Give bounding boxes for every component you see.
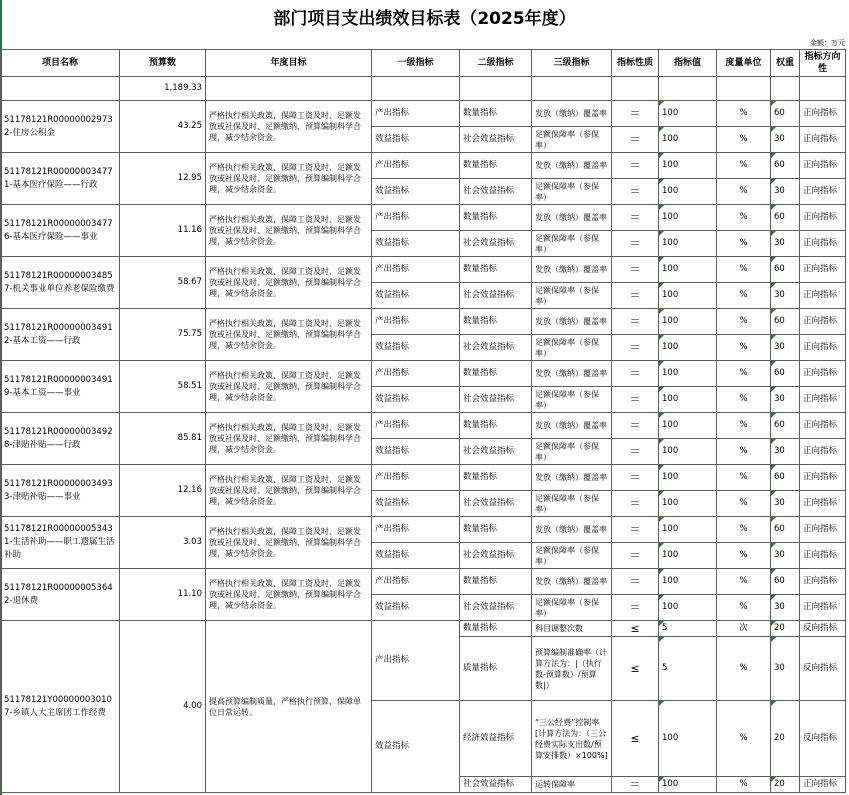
- measure-cell[interactable]: %: [717, 413, 771, 439]
- col-header-goal[interactable]: 年度目标: [206, 50, 372, 77]
- nature-cell[interactable]: ＝: [612, 569, 659, 595]
- level2-cell[interactable]: 数量指标: [460, 465, 532, 491]
- table-row: [1, 569, 846, 595]
- weight-cell[interactable]: 30: [771, 231, 800, 257]
- direction-cell[interactable]: 反向指标: [800, 621, 846, 637]
- level2-cell[interactable]: 数量指标: [460, 153, 532, 179]
- table-row: [1, 361, 846, 387]
- value-cell[interactable]: 100: [659, 569, 717, 595]
- weight-cell[interactable]: 30: [771, 595, 800, 621]
- total-empty-cell[interactable]: [612, 77, 659, 101]
- measure-cell[interactable]: %: [717, 569, 771, 595]
- total-budget-cell[interactable]: 1,189.33: [120, 77, 206, 101]
- measure-cell[interactable]: %: [717, 257, 771, 283]
- level2-cell[interactable]: 社会效益指标: [460, 595, 532, 621]
- value-cell[interactable]: 100: [659, 777, 717, 793]
- direction-cell[interactable]: 正向指标: [800, 101, 846, 127]
- level3-cell[interactable]: “三公经费”控制率[计算方法为：（三公经费实际支出数/预算安排数）×100%]: [532, 701, 612, 777]
- table-row: [1, 309, 846, 335]
- direction-cell[interactable]: 正向指标: [800, 361, 846, 387]
- level3-cell[interactable]: 发放（缴纳）覆盖率: [532, 257, 612, 283]
- project-goal-cell[interactable]: 提高预算编制质量，严格执行预算，保障单位日常运转。: [206, 621, 372, 793]
- value-cell[interactable]: 100: [659, 127, 717, 153]
- col-header-name[interactable]: 项目名称: [1, 50, 120, 77]
- project-name-cell[interactable]: 51178121R000000053642-退休费: [1, 569, 120, 621]
- project-name-cell[interactable]: 51178121R000000034933-津贴补贴——事业: [1, 465, 120, 517]
- direction-cell[interactable]: 正向指标: [800, 413, 846, 439]
- level2-cell[interactable]: 社会效益指标: [460, 127, 532, 153]
- direction-cell[interactable]: 反向指标: [800, 637, 846, 701]
- direction-cell[interactable]: 正向指标: [800, 309, 846, 335]
- project-name-cell[interactable]: 51178121R000000029732-住房公积金: [1, 101, 120, 153]
- level3-cell[interactable]: 预算编制准确率（计算方法为：|（执行数-预算数）/预算数|）: [532, 637, 612, 701]
- level1-cell[interactable]: 效益指标: [372, 491, 460, 517]
- total-empty-cell[interactable]: [800, 77, 846, 101]
- level3-cell[interactable]: 足额保障率（参保率）: [532, 543, 612, 569]
- total-empty-cell[interactable]: [659, 77, 717, 101]
- weight-cell[interactable]: 60: [771, 517, 800, 543]
- project-goal-cell[interactable]: 严格执行相关政策，保障工资及时、足额发放或社保及时、足额缴纳，预算编制科学合理，减少结余资金。: [206, 413, 372, 465]
- table-row: [1, 257, 846, 283]
- measure-cell[interactable]: %: [717, 387, 771, 413]
- total-empty-cell[interactable]: [460, 77, 532, 101]
- value-cell[interactable]: 100: [659, 361, 717, 387]
- measure-cell[interactable]: %: [717, 101, 771, 127]
- col-header-l1[interactable]: 一级指标: [372, 50, 460, 77]
- level1-cell[interactable]: 效益指标: [372, 127, 460, 153]
- measure-cell[interactable]: %: [717, 283, 771, 309]
- nature-cell[interactable]: ≤: [612, 621, 659, 637]
- project-name-cell[interactable]: 51178121R000000034919-基本工资——事业: [1, 361, 120, 413]
- level1-cell[interactable]: 效益指标: [372, 283, 460, 309]
- project-goal-cell[interactable]: 严格执行相关政策，保障工资及时、足额发放或社保及时、足额缴纳，预算编制科学合理，减少结余资金。: [206, 153, 372, 205]
- level3-cell[interactable]: 发放（缴纳）覆盖率: [532, 413, 612, 439]
- level2-cell[interactable]: 社会效益指标: [460, 543, 532, 569]
- level1-cell[interactable]: 效益指标: [372, 701, 460, 793]
- weight-cell[interactable]: 60: [771, 205, 800, 231]
- project-goal-cell[interactable]: 严格执行相关政策，保障工资及时、足额发放或社保及时、足额缴纳，预算编制科学合理，减少结余资金。: [206, 361, 372, 413]
- direction-cell[interactable]: 正向指标: [800, 257, 846, 283]
- direction-cell[interactable]: 正向指标: [800, 205, 846, 231]
- level3-cell[interactable]: 发放（缴纳）覆盖率: [532, 517, 612, 543]
- value-cell[interactable]: 100: [659, 701, 717, 777]
- weight-cell[interactable]: 30: [771, 283, 800, 309]
- col-header-budget[interactable]: 预算数: [120, 50, 206, 77]
- nature-cell[interactable]: ＝: [612, 491, 659, 517]
- col-header-direction[interactable]: 指标方向性: [800, 50, 846, 77]
- nature-cell[interactable]: ＝: [612, 361, 659, 387]
- header-row: [1, 50, 846, 77]
- level2-cell[interactable]: 经济效益指标: [460, 701, 532, 777]
- weight-cell[interactable]: 20: [771, 621, 800, 637]
- unit-label: 金额：万元: [810, 39, 845, 47]
- nature-cell[interactable]: ＝: [612, 465, 659, 491]
- project-goal-cell[interactable]: 严格执行相关政策，保障工资及时、足额发放或社保及时、足额缴纳，预算编制科学合理，减少结余资金。: [206, 101, 372, 153]
- project-budget-cell[interactable]: 11.10: [120, 569, 206, 621]
- project-name-cell[interactable]: 51178121R000000034928-津贴补贴——行政: [1, 413, 120, 465]
- level1-cell[interactable]: 效益指标: [372, 595, 460, 621]
- weight-cell[interactable]: 30: [771, 439, 800, 465]
- direction-cell[interactable]: 正向指标: [800, 465, 846, 491]
- level1-cell[interactable]: 产出指标: [372, 101, 460, 127]
- table-row: [1, 101, 846, 127]
- measure-cell[interactable]: %: [717, 231, 771, 257]
- value-cell[interactable]: 100: [659, 543, 717, 569]
- nature-cell[interactable]: ＝: [612, 517, 659, 543]
- table-row: [1, 205, 846, 231]
- project-name-cell[interactable]: 51178121Y000000030107-乡镇人大主席团工作经费: [1, 621, 120, 793]
- measure-cell[interactable]: %: [717, 543, 771, 569]
- measure-cell[interactable]: %: [717, 335, 771, 361]
- value-cell[interactable]: 100: [659, 335, 717, 361]
- weight-cell[interactable]: 30: [771, 335, 800, 361]
- level1-cell[interactable]: 效益指标: [372, 335, 460, 361]
- direction-cell[interactable]: 正向指标: [800, 439, 846, 465]
- direction-cell[interactable]: 反向指标: [800, 701, 846, 777]
- level2-cell[interactable]: 数量指标: [460, 309, 532, 335]
- total-empty-cell[interactable]: [771, 77, 800, 101]
- level3-cell[interactable]: 发放（缴纳）覆盖率: [532, 101, 612, 127]
- measure-cell[interactable]: %: [717, 777, 771, 793]
- level2-cell[interactable]: 社会效益指标: [460, 387, 532, 413]
- value-cell[interactable]: 100: [659, 517, 717, 543]
- direction-cell[interactable]: 正向指标: [800, 517, 846, 543]
- weight-cell[interactable]: 60: [771, 101, 800, 127]
- level1-cell[interactable]: 效益指标: [372, 439, 460, 465]
- value-cell[interactable]: 100: [659, 465, 717, 491]
- direction-cell[interactable]: 正向指标: [800, 153, 846, 179]
- project-name-cell[interactable]: 51178121R000000034771-基本医疗保险——行政: [1, 153, 120, 205]
- col-header-value[interactable]: 指标值: [659, 50, 717, 77]
- nature-cell[interactable]: ＝: [612, 153, 659, 179]
- level1-cell[interactable]: 产出指标: [372, 465, 460, 491]
- measure-cell[interactable]: %: [717, 179, 771, 205]
- nature-cell[interactable]: ＝: [612, 413, 659, 439]
- level1-cell[interactable]: 效益指标: [372, 387, 460, 413]
- total-empty-cell[interactable]: [372, 77, 460, 101]
- project-budget-cell[interactable]: 85.81: [120, 413, 206, 465]
- weight-cell[interactable]: 60: [771, 257, 800, 283]
- project-name-cell[interactable]: 51178121R000000034912-基本工资——行政: [1, 309, 120, 361]
- nature-cell[interactable]: ＝: [612, 101, 659, 127]
- value-cell[interactable]: 100: [659, 413, 717, 439]
- level3-cell[interactable]: 运转保障率: [532, 777, 612, 793]
- level3-cell[interactable]: 发放（缴纳）覆盖率: [532, 153, 612, 179]
- level1-cell[interactable]: 效益指标: [372, 231, 460, 257]
- page-title: 部门项目支出绩效目标表（2025年度）: [273, 9, 576, 29]
- weight-cell[interactable]: 30: [771, 491, 800, 517]
- level3-cell[interactable]: 发放（缴纳）覆盖率: [532, 361, 612, 387]
- project-budget-cell[interactable]: 75.75: [120, 309, 206, 361]
- level3-cell[interactable]: 足额保障率（参保率）: [532, 491, 612, 517]
- level2-cell[interactable]: 社会效益指标: [460, 491, 532, 517]
- total-row: [1, 77, 846, 101]
- value-cell[interactable]: 100: [659, 491, 717, 517]
- measure-cell[interactable]: %: [717, 465, 771, 491]
- level2-cell[interactable]: 质量指标: [460, 637, 532, 701]
- level3-cell[interactable]: 足额保障率（参保率）: [532, 231, 612, 257]
- level2-cell[interactable]: 数量指标: [460, 361, 532, 387]
- project-budget-cell[interactable]: 12.95: [120, 153, 206, 205]
- weight-cell[interactable]: 30: [771, 387, 800, 413]
- direction-cell[interactable]: 正向指标: [800, 569, 846, 595]
- direction-cell[interactable]: 正向指标: [800, 543, 846, 569]
- level3-cell[interactable]: 发放（缴纳）覆盖率: [532, 205, 612, 231]
- project-budget-cell[interactable]: 4.00: [120, 621, 206, 793]
- level3-cell[interactable]: 足额保障率（参保率）: [532, 127, 612, 153]
- weight-cell[interactable]: 60: [771, 361, 800, 387]
- level3-cell[interactable]: 发放（缴纳）覆盖率: [532, 569, 612, 595]
- project-name-cell[interactable]: 51178121R000000034776-基本医疗保险——事业: [1, 205, 120, 257]
- direction-cell[interactable]: 正向指标: [800, 491, 846, 517]
- nature-cell[interactable]: ＝: [612, 543, 659, 569]
- total-name-cell[interactable]: [1, 77, 120, 101]
- direction-cell[interactable]: 正向指标: [800, 335, 846, 361]
- table-row: [1, 517, 846, 543]
- level2-cell[interactable]: 数量指标: [460, 257, 532, 283]
- col-header-l3[interactable]: 三级指标: [532, 50, 612, 77]
- value-cell[interactable]: 100: [659, 257, 717, 283]
- measure-cell[interactable]: 次: [717, 621, 771, 637]
- direction-cell[interactable]: 正向指标: [800, 179, 846, 205]
- total-empty-cell[interactable]: [717, 77, 771, 101]
- measure-cell[interactable]: %: [717, 309, 771, 335]
- level1-cell[interactable]: 产出指标: [372, 413, 460, 439]
- level3-cell[interactable]: 科目调整次数: [532, 621, 612, 637]
- value-cell[interactable]: 100: [659, 387, 717, 413]
- level2-cell[interactable]: 社会效益指标: [460, 179, 532, 205]
- level1-cell[interactable]: 产出指标: [372, 257, 460, 283]
- measure-cell[interactable]: %: [717, 637, 771, 701]
- nature-cell[interactable]: ＝: [612, 257, 659, 283]
- measure-cell[interactable]: %: [717, 595, 771, 621]
- level3-cell[interactable]: 足额保障率（参保率）: [532, 179, 612, 205]
- project-name-cell[interactable]: 51178121R000000034857-机关事业单位养老保险缴费: [1, 257, 120, 309]
- project-budget-cell[interactable]: 11.16: [120, 205, 206, 257]
- level2-cell[interactable]: 数量指标: [460, 101, 532, 127]
- project-goal-cell[interactable]: 严格执行相关政策，保障工资及时、足额发放或社保及时、足额缴纳，预算编制科学合理，减少结余资金。: [206, 309, 372, 361]
- project-budget-cell[interactable]: 58.67: [120, 257, 206, 309]
- nature-cell[interactable]: ＝: [612, 283, 659, 309]
- weight-cell[interactable]: 60: [771, 309, 800, 335]
- value-cell[interactable]: 5: [659, 621, 717, 637]
- project-goal-cell[interactable]: 严格执行相关政策，保障工资及时、足额发放或社保及时、足额缴纳，预算编制科学合理，减少结余资金。: [206, 517, 372, 569]
- level2-cell[interactable]: 数量指标: [460, 517, 532, 543]
- measure-cell[interactable]: %: [717, 205, 771, 231]
- project-goal-cell[interactable]: 严格执行相关政策，保障工资及时、足额发放或社保及时、足额缴纳，预算编制科学合理，减少结余资金。: [206, 465, 372, 517]
- nature-cell[interactable]: ≤: [612, 637, 659, 701]
- level2-cell[interactable]: 社会效益指标: [460, 777, 532, 793]
- table-row: [1, 465, 846, 491]
- direction-cell[interactable]: 正向指标: [800, 127, 846, 153]
- nature-cell[interactable]: ＝: [612, 595, 659, 621]
- measure-cell[interactable]: %: [717, 701, 771, 777]
- value-cell[interactable]: 100: [659, 153, 717, 179]
- measure-cell[interactable]: %: [717, 517, 771, 543]
- weight-cell[interactable]: 20: [771, 777, 800, 793]
- total-empty-cell[interactable]: [206, 77, 372, 101]
- measure-cell[interactable]: %: [717, 439, 771, 465]
- weight-cell[interactable]: 60: [771, 413, 800, 439]
- level1-cell[interactable]: 产出指标: [372, 153, 460, 179]
- nature-cell[interactable]: ＝: [612, 127, 659, 153]
- weight-cell[interactable]: 60: [771, 465, 800, 491]
- level3-cell[interactable]: 发放（缴纳）覆盖率: [532, 309, 612, 335]
- performance-table: [0, 49, 846, 793]
- level2-cell[interactable]: 数量指标: [460, 621, 532, 637]
- nature-cell[interactable]: ＝: [612, 231, 659, 257]
- project-name-cell[interactable]: 51178121R000000053431-生活补助——职工遗属生活补助: [1, 517, 120, 569]
- level3-cell[interactable]: 发放（缴纳）覆盖率: [532, 465, 612, 491]
- col-header-measure[interactable]: 度量单位: [717, 50, 771, 77]
- nature-cell[interactable]: ＝: [612, 439, 659, 465]
- project-goal-cell[interactable]: 严格执行相关政策，保障工资及时、足额发放或社保及时、足额缴纳，预算编制科学合理，减少结余资金。: [206, 257, 372, 309]
- measure-cell[interactable]: %: [717, 361, 771, 387]
- level2-cell[interactable]: 社会效益指标: [460, 335, 532, 361]
- value-cell[interactable]: 100: [659, 101, 717, 127]
- level1-cell[interactable]: 产出指标: [372, 205, 460, 231]
- value-cell[interactable]: 100: [659, 595, 717, 621]
- weight-cell[interactable]: 30: [771, 637, 800, 701]
- level2-cell[interactable]: 社会效益指标: [460, 439, 532, 465]
- weight-cell[interactable]: 20: [771, 701, 800, 777]
- measure-cell[interactable]: %: [717, 491, 771, 517]
- level2-cell[interactable]: 数量指标: [460, 569, 532, 595]
- direction-cell[interactable]: 正向指标: [800, 777, 846, 793]
- project-budget-cell[interactable]: 43.25: [120, 101, 206, 153]
- project-goal-cell[interactable]: 严格执行相关政策，保障工资及时、足额发放或社保及时、足额缴纳，预算编制科学合理，减少结余资金。: [206, 205, 372, 257]
- level2-cell[interactable]: 数量指标: [460, 205, 532, 231]
- measure-cell[interactable]: %: [717, 153, 771, 179]
- project-budget-cell[interactable]: 12.16: [120, 465, 206, 517]
- nature-cell[interactable]: ＝: [612, 179, 659, 205]
- level2-cell[interactable]: 数量指标: [460, 413, 532, 439]
- total-empty-cell[interactable]: [532, 77, 612, 101]
- level3-cell[interactable]: 足额保障率（参保率）: [532, 387, 612, 413]
- value-cell[interactable]: 100: [659, 179, 717, 205]
- direction-cell[interactable]: 正向指标: [800, 595, 846, 621]
- value-cell[interactable]: 5: [659, 637, 717, 701]
- weight-cell[interactable]: 30: [771, 543, 800, 569]
- level3-cell[interactable]: 足额保障率（参保率）: [532, 595, 612, 621]
- level1-cell[interactable]: 产出指标: [372, 621, 460, 701]
- nature-cell[interactable]: ≤: [612, 701, 659, 777]
- nature-cell[interactable]: ＝: [612, 777, 659, 793]
- project-goal-cell[interactable]: 严格执行相关政策，保障工资及时、足额发放或社保及时、足额缴纳，预算编制科学合理，减少结余资金。: [206, 569, 372, 621]
- direction-cell[interactable]: 正向指标: [800, 231, 846, 257]
- table-row: [1, 153, 846, 179]
- value-cell[interactable]: 100: [659, 231, 717, 257]
- project-budget-cell[interactable]: 58.51: [120, 361, 206, 413]
- level2-cell[interactable]: 社会效益指标: [460, 231, 532, 257]
- nature-cell[interactable]: ＝: [612, 205, 659, 231]
- table-row: [1, 413, 846, 439]
- value-cell[interactable]: 100: [659, 283, 717, 309]
- weight-cell[interactable]: 30: [771, 127, 800, 153]
- nature-cell[interactable]: ＝: [612, 335, 659, 361]
- level3-cell[interactable]: 足额保障率（参保率）: [532, 283, 612, 309]
- nature-cell[interactable]: ＝: [612, 309, 659, 335]
- weight-cell[interactable]: 60: [771, 153, 800, 179]
- direction-cell[interactable]: 正向指标: [800, 387, 846, 413]
- project-budget-cell[interactable]: 3.03: [120, 517, 206, 569]
- level1-cell[interactable]: 产出指标: [372, 361, 460, 387]
- weight-cell[interactable]: 30: [771, 179, 800, 205]
- level3-cell[interactable]: 足额保障率（参保率）: [532, 335, 612, 361]
- col-header-weight[interactable]: 权重: [771, 50, 800, 77]
- level1-cell[interactable]: 效益指标: [372, 543, 460, 569]
- level1-cell[interactable]: 产出指标: [372, 309, 460, 335]
- level1-cell[interactable]: 产出指标: [372, 569, 460, 595]
- value-cell[interactable]: 100: [659, 309, 717, 335]
- level1-cell[interactable]: 效益指标: [372, 179, 460, 205]
- nature-cell[interactable]: ＝: [612, 387, 659, 413]
- level3-cell[interactable]: 足额保障率（参保率）: [532, 439, 612, 465]
- direction-cell[interactable]: 正向指标: [800, 283, 846, 309]
- col-header-l2[interactable]: 二级指标: [460, 50, 532, 77]
- level2-cell[interactable]: 社会效益指标: [460, 283, 532, 309]
- weight-cell[interactable]: 60: [771, 569, 800, 595]
- table-row: [1, 621, 846, 637]
- value-cell[interactable]: 100: [659, 439, 717, 465]
- level1-cell[interactable]: 产出指标: [372, 517, 460, 543]
- col-header-nature[interactable]: 指标性质: [612, 50, 659, 77]
- measure-cell[interactable]: %: [717, 127, 771, 153]
- value-cell[interactable]: 100: [659, 205, 717, 231]
